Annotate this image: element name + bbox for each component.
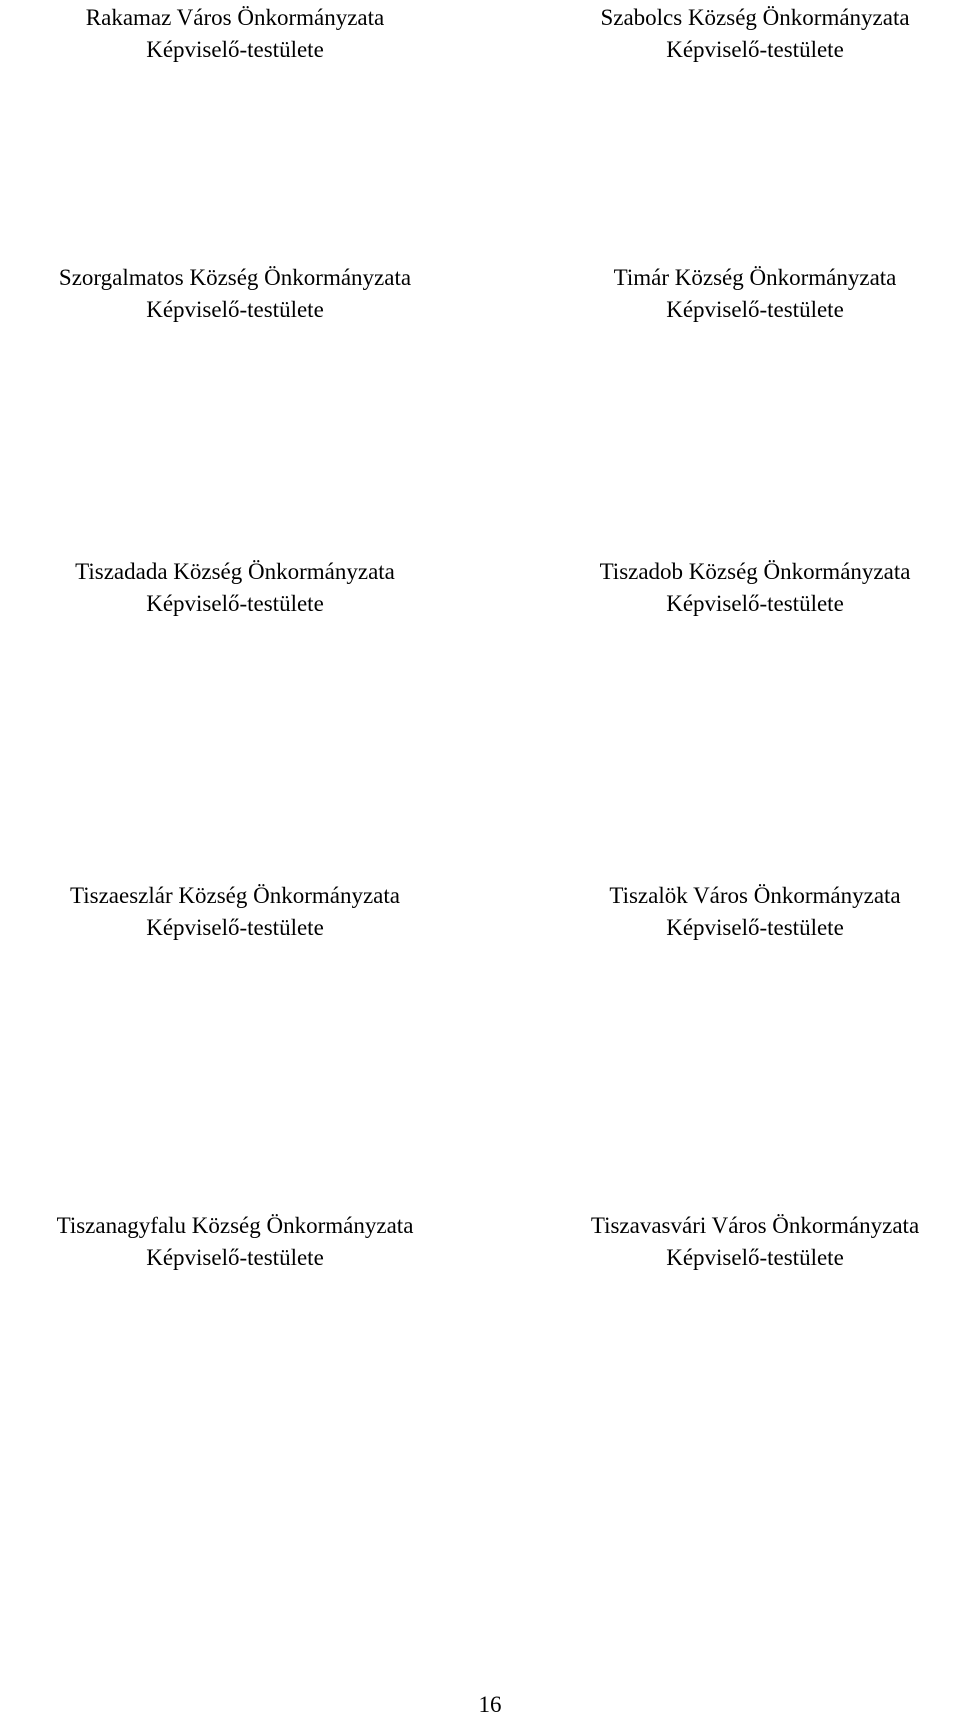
council-label: Képviselő-testülete (146, 37, 324, 62)
signatory-block-tiszaeszlar (0, 880, 470, 944)
municipality-name: Tiszalök Város Önkormányzata (609, 883, 901, 908)
municipality-name: Tiszaeszlár Község Önkormányzata (70, 883, 400, 908)
council-label: Képviselő-testülete (146, 297, 324, 322)
signatory-block-timar (520, 262, 960, 326)
municipality-name: Tiszavasvári Város Önkormányzata (590, 1213, 920, 1238)
municipality-name: Szabolcs Község Önkormányzata (600, 5, 910, 30)
council-label: Képviselő-testülete (146, 915, 324, 940)
signatory-block-tiszadada (0, 556, 470, 620)
council-label: Képviselő-testülete (146, 1245, 324, 1270)
council-label: Képviselő-testülete (666, 591, 844, 616)
signatory-block-rakamaz (0, 2, 470, 66)
municipality-name: Rakamaz Város Önkormányzata (85, 5, 385, 30)
signatory-block-tiszavasvari (520, 1210, 960, 1274)
signatory-block-szorgalmatos (0, 262, 470, 326)
municipality-name: Tiszadob Község Önkormányzata (599, 559, 911, 584)
municipality-name: Tiszadada Község Önkormányzata (75, 559, 395, 584)
signatory-block-szabolcs (520, 2, 960, 66)
council-label: Képviselő-testülete (666, 1245, 844, 1270)
municipality-name: Tiszanagyfalu Község Önkormányzata (56, 1213, 414, 1238)
council-label: Képviselő-testülete (666, 37, 844, 62)
signatory-block-tiszalok (520, 880, 960, 944)
council-label: Képviselő-testülete (146, 591, 324, 616)
council-label: Képviselő-testülete (666, 297, 844, 322)
municipality-name: Szorgalmatos Község Önkormányzata (58, 265, 412, 290)
signatory-block-tiszadob (520, 556, 960, 620)
council-label: Képviselő-testülete (666, 915, 844, 940)
page-number: 16 (478, 1692, 502, 1717)
municipality-name: Timár Község Önkormányzata (613, 265, 897, 290)
signatory-block-tiszanagyfalu (0, 1210, 470, 1274)
